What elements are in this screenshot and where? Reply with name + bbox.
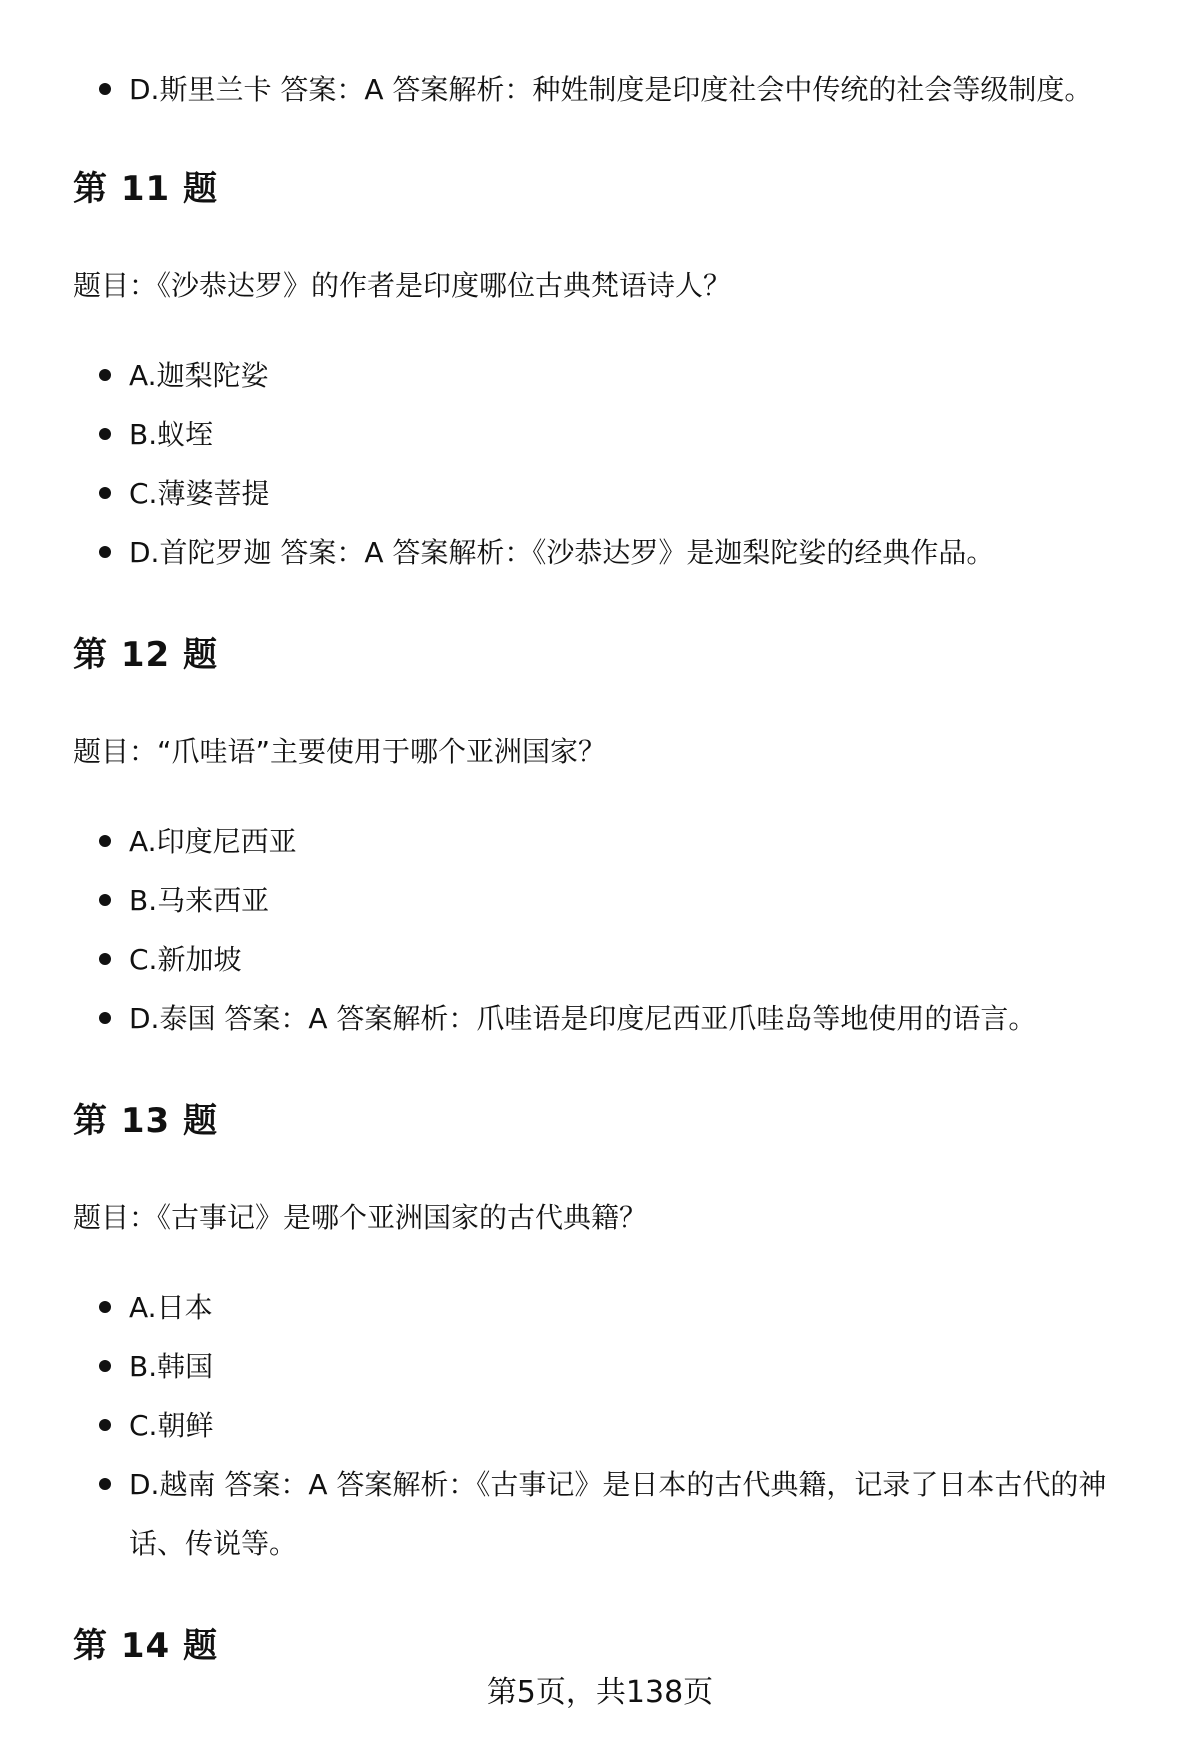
list-item: [95, 989, 1155, 1048]
question-13-text: 题目：《古事记》是哪个亚洲国家的古代典籍？: [73, 1201, 648, 1234]
question-12-heading: 第 12 题: [73, 635, 218, 675]
question-11-heading: 第 11 题: [73, 169, 218, 209]
option-b-text: B.马来西亚: [129, 884, 270, 917]
list-item: [95, 1455, 1155, 1573]
option-d-text: D.斯里兰卡 答案：A 答案解析：种姓制度是印度社会中传统的社会等级制度。: [129, 73, 1093, 106]
bullet-icon: [99, 953, 111, 965]
page-indicator: 第5页，共138页: [486, 1675, 714, 1710]
option-d-text: D.越南 答案：A 答案解析：《古事记》是日本的古代典籍，记录了日本古代的神话、传说等。: [129, 1468, 1107, 1560]
option-a-text: A.迦梨陀娑: [129, 359, 269, 392]
list-item: [95, 405, 1155, 464]
option-a-text: A.日本: [129, 1291, 213, 1324]
bullet-icon: [99, 1419, 111, 1431]
list-item: [95, 871, 1155, 930]
list-item: [95, 464, 1155, 523]
bullet-icon: [99, 894, 111, 906]
bullet-icon: [99, 1012, 111, 1024]
bullet-icon: [99, 487, 111, 499]
option-b-text: B.韩国: [129, 1350, 214, 1383]
bullet-icon: [99, 369, 111, 381]
question-12-text: 题目：“爪哇语”主要使用于哪个亚洲国家？: [73, 735, 607, 768]
question-11-text: 题目：《沙恭达罗》的作者是印度哪位古典梵语诗人？: [73, 269, 732, 302]
option-d-text: D.首陀罗迦 答案：A 答案解析：《沙恭达罗》是迦梨陀娑的经典作品。: [129, 536, 995, 569]
option-c-text: C.朝鲜: [129, 1409, 214, 1442]
option-c-text: C.新加坡: [129, 943, 242, 976]
list-item: [95, 930, 1155, 989]
option-c-text: C.薄婆菩提: [129, 477, 270, 510]
list-item: [95, 1337, 1155, 1396]
list-item: [95, 523, 1155, 582]
bullet-icon: [99, 83, 111, 95]
bullet-icon: [99, 1360, 111, 1372]
bullet-icon: [99, 546, 111, 558]
bullet-icon: [99, 1478, 111, 1490]
bullet-icon: [99, 428, 111, 440]
list-item: [95, 812, 1155, 871]
option-a-text: A.印度尼西亚: [129, 825, 297, 858]
bullet-icon: [99, 1301, 111, 1313]
question-13-heading: 第 13 题: [73, 1101, 218, 1141]
list-item: [95, 1278, 1155, 1337]
bullet-icon: [99, 835, 111, 847]
list-item: [95, 346, 1155, 405]
list-item: [95, 1396, 1155, 1455]
list-item: [95, 60, 1155, 119]
question-14-heading: 第 14 题: [73, 1626, 218, 1666]
option-d-text: D.泰国 答案：A 答案解析：爪哇语是印度尼西亚爪哇岛等地使用的语言。: [129, 1002, 1037, 1035]
option-b-text: B.蚁垤: [129, 418, 214, 451]
